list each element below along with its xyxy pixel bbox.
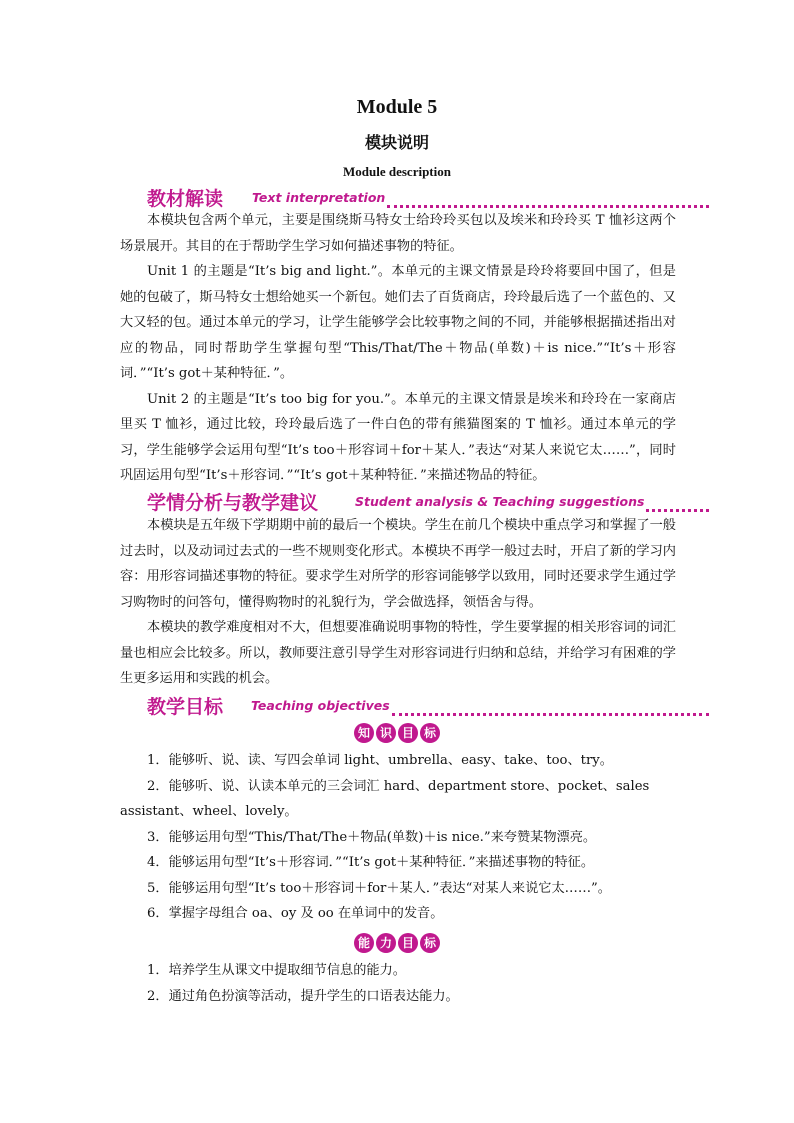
- badge-char: 力: [376, 933, 396, 953]
- analysis-body: [120, 513, 676, 692]
- list-item: 1．能够听、说、读、写四会单词 light、umbrella、easy、take、too、try。: [147, 753, 613, 768]
- list-item: 5．能够运用句型“It’s too＋形容词＋for＋某人．”表达“对某人来说它太……”。: [147, 880, 611, 896]
- section-heading-cn: 教材解读: [147, 188, 224, 210]
- section-heading-cn: 教学目标: [147, 696, 224, 718]
- knowledge-objectives-list: [120, 748, 676, 927]
- list-item: 6．掌握字母组合 oa、oy 及 oo 在单词中的发音。: [147, 906, 444, 921]
- paragraph: Unit 2 的主题是“It’s too big for you.”。本单元的主课文情景是埃米和玲玲在一家商店里买 T 恤衫，通过比较，玲玲最后选了一件白色的带有熊猫图案的 T 恤衫。通过本单元的学习，学生能够学会运用句型“It’s too＋形容词＋for＋某人．”表达“对某人来说它太……”，同时巩固运用句型“It’s＋形容词．”“It’s got＋某种特征．”来描述物品的特征。: [120, 391, 676, 483]
- badge-char: 识: [376, 723, 396, 743]
- badge-char: 标: [420, 933, 440, 953]
- section-heading-text: [147, 184, 709, 210]
- section-heading-en: Teaching objectives: [251, 698, 390, 713]
- list-item: 3．能够运用句型“This/That/The＋物品(单数)＋is nice.”来夸赞某物漂亮。: [147, 829, 597, 845]
- badge-char: 知: [354, 723, 374, 743]
- knowledge-objectives-badge: [0, 722, 794, 748]
- list-item: 2．能够听、说、认读本单元的三会词汇 hard、department store、pocket、sales assistant、wheel、lovely。: [120, 778, 650, 819]
- module-subtitle: 模块说明: [364, 133, 429, 152]
- paragraph: 本模块包含两个单元，主要是围绕斯马特女士给玲玲买包以及埃米和玲玲买 T 恤衫这两个场景展开。其目的在于帮助学生学习如何描述事物的特征。: [120, 213, 676, 254]
- module-subtitle-en: Module description: [343, 164, 451, 179]
- section-heading-analysis: [147, 488, 709, 514]
- ability-objectives-badge: [0, 932, 794, 958]
- dotted-divider: [646, 509, 709, 512]
- paragraph: 本模块的教学难度相对不大，但想要准确说明事物的特性，学生要掌握的相关形容词的词汇量也相应会比较多。所以，教师要注意引导学生对形容词进行归纳和总结，并给学习有困难的学生更多运用和实践的机会。: [120, 620, 676, 686]
- badge-char: 目: [398, 723, 418, 743]
- paragraph: 本模块是五年级下学期期中前的最后一个模块。学生在前几个模块中重点学习和掌握了一般过去时，以及动词过去式的一些不规则变化形式。本模块不再学一般过去时，开启了新的学习内容：用形容词描述事物的特征。要求学生对所学的形容词能够学以致用，同时还要求学生通过学习购物时的问答句，懂得购物时的礼貌行为，学会做选择，领悟舍与得。: [120, 518, 676, 610]
- section-heading-objectives: [147, 692, 709, 718]
- module-title: Module 5: [356, 96, 438, 118]
- badge-char: 目: [398, 933, 418, 953]
- section-heading-en: Text interpretation: [252, 190, 386, 205]
- paragraph: Unit 1 的主题是“It’s big and light.”。本单元的主课文情景是玲玲将要回中国了，但是她的包破了，斯马特女士想给她买一个新包。她们去了百货商店，玲玲最后选了一个蓝色的、又大又轻的包。通过本单元的学习，让学生能够学会比较事物之间的不同，并能够根据描述指出对应的物品，同时帮助学生掌握句型“This/That/The＋物品(单数)＋is nice.”“It’s＋形容词．”“It’s got＋某种特征．”。: [120, 264, 676, 381]
- section-heading-cn: 学情分析与教学建议: [147, 492, 319, 514]
- section-heading-en: Student analysis & Teaching suggestions: [355, 494, 645, 509]
- list-item: 4．能够运用句型“It’s＋形容词．”“It’s got＋某种特征．”来描述事物的特征。: [147, 855, 595, 870]
- badge-char: 能: [354, 933, 374, 953]
- ability-objectives-list: [120, 958, 676, 1009]
- badge-char: 标: [420, 723, 440, 743]
- dotted-divider: [392, 713, 709, 716]
- list-item: 2．通过角色扮演等活动，提升学生的口语表达能力。: [147, 988, 459, 1004]
- list-item: 1．培养学生从课文中提取细节信息的能力。: [147, 963, 406, 978]
- text-interpretation-body: [120, 208, 676, 489]
